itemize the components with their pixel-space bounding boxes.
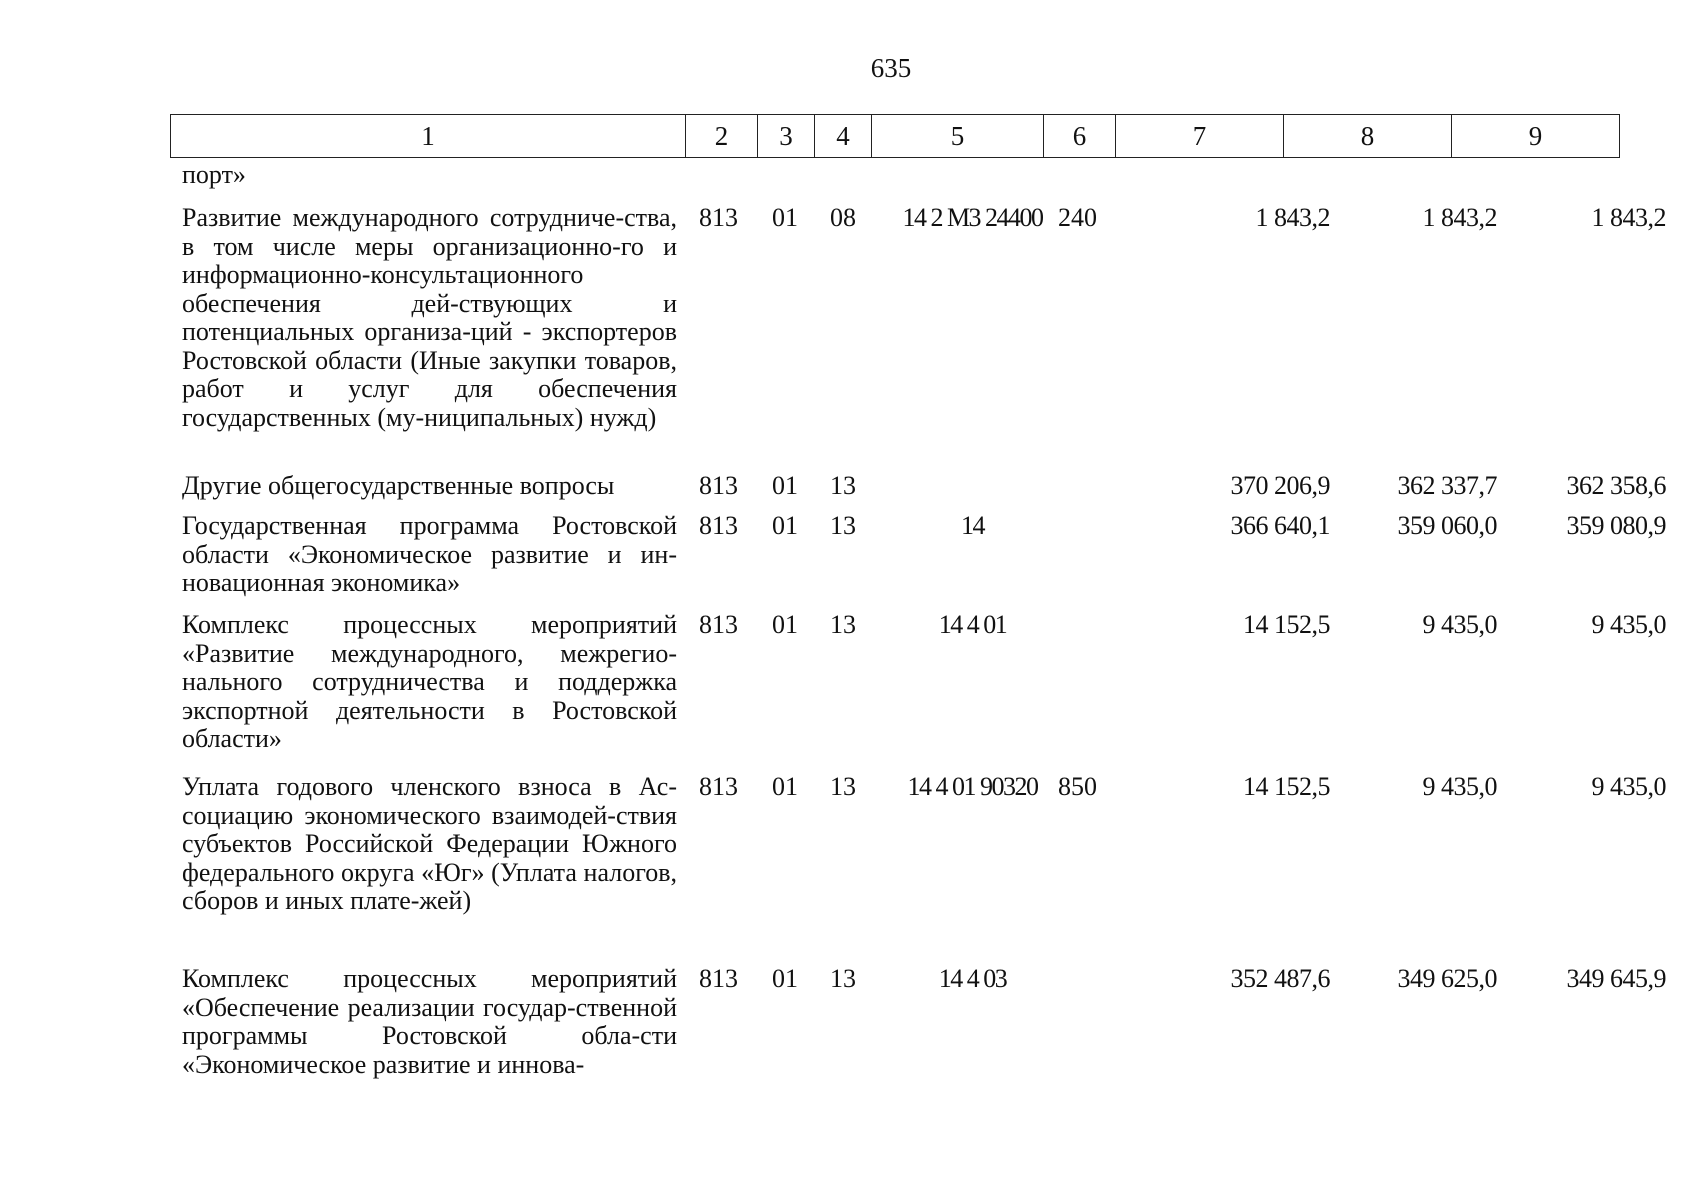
row-col8: 9 435,0	[1422, 610, 1497, 639]
row-col5: 14 4 03	[938, 964, 1007, 993]
row-col7: 14 152,5	[1243, 772, 1330, 801]
row-col7: 366 640,1	[1230, 511, 1330, 540]
row-col2: 813	[699, 203, 738, 232]
row-col7: 14 152,5	[1243, 610, 1330, 639]
continued-description: порт»	[182, 160, 246, 189]
row-col2: 813	[699, 610, 738, 639]
row-col7: 370 206,9	[1230, 471, 1330, 500]
row-col2: 813	[699, 471, 738, 500]
row-col8: 362 337,7	[1397, 471, 1497, 500]
row-col8: 9 435,0	[1422, 772, 1497, 801]
header-col-7: 7	[1116, 115, 1284, 158]
header-col-8: 8	[1284, 115, 1452, 158]
row-col7: 352 487,6	[1230, 964, 1330, 993]
row-col9: 1 843,2	[1591, 203, 1666, 232]
row-col4: 13	[830, 471, 856, 500]
row-col9: 9 435,0	[1591, 772, 1666, 801]
row-col2: 813	[699, 511, 738, 540]
row-col8: 349 625,0	[1397, 964, 1497, 993]
row-col4: 08	[830, 203, 856, 232]
header-col-5: 5	[872, 115, 1044, 158]
header-row	[171, 115, 1620, 158]
header-col-3: 3	[758, 115, 815, 158]
row-col5: 14	[961, 511, 984, 540]
row-col4: 13	[830, 610, 856, 639]
row-col5: 14 2 М3 24400	[902, 203, 1043, 232]
table-row	[170, 610, 1666, 761]
header-col-9: 9	[1452, 115, 1620, 158]
header-col-2: 2	[686, 115, 758, 158]
column-number-header	[170, 114, 1620, 158]
row-col7: 1 843,2	[1255, 203, 1330, 232]
row-col4: 13	[830, 511, 856, 540]
row-col8: 1 843,2	[1422, 203, 1497, 232]
row-description: Государственная программа Ростовской области «Экономическое развитие и ин-новационная экономика»	[182, 511, 677, 597]
row-col4: 13	[830, 964, 856, 993]
row-col4: 13	[830, 772, 856, 801]
table-row	[170, 203, 1666, 464]
table-row	[170, 964, 1666, 1090]
row-col2: 813	[699, 964, 738, 993]
row-description: Комплекс процессных мероприятий «Развитие международного, межрегио-нального сотрудничества и поддержка экспортной деятельности в Ростовской области»	[182, 610, 677, 753]
row-col3: 01	[772, 964, 798, 993]
row-col3: 01	[772, 203, 798, 232]
row-col6: 850	[1058, 772, 1097, 801]
table-row	[170, 772, 1666, 953]
row-description: Комплекс процессных мероприятий «Обеспечение реализации государ-ственной программы Ростовской обла-сти «Экономическое развитие и иннова-	[182, 964, 677, 1079]
row-col2: 813	[699, 772, 738, 801]
page-number: 635	[870, 53, 912, 83]
row-col3: 01	[772, 610, 798, 639]
header-col-6: 6	[1044, 115, 1116, 158]
row-col9: 349 645,9	[1566, 964, 1666, 993]
row-col6: 240	[1058, 203, 1097, 232]
table-row	[170, 471, 1666, 502]
continued-row	[170, 161, 1619, 191]
row-col9: 359 080,9	[1566, 511, 1666, 540]
row-col5: 14 4 01	[938, 610, 1007, 639]
row-col3: 01	[772, 511, 798, 540]
header-col-4: 4	[815, 115, 872, 158]
row-description: Уплата годового членского взноса в Ас-социацию экономического взаимодей-ствия субъектов Российской Федерации Южного федерального округа «Юг» (Уплата налогов, сборов и иных плате-жей)	[182, 772, 677, 915]
table-row	[170, 511, 1666, 600]
row-col9: 362 358,6	[1566, 471, 1666, 500]
row-col3: 01	[772, 471, 798, 500]
row-description: Развитие международного сотрудниче-ства, в том числе меры организационно-го и информационно-консультационного обеспечения дей-ствующих и потенциальных организа-ций - экспортеров Ростовской области (Иные закупки товаров, работ и услуг для обеспечения государственных (му-ниципальных) нужд)	[182, 203, 677, 432]
row-col8: 359 060,0	[1397, 511, 1497, 540]
header-col-1: 1	[171, 115, 686, 158]
row-col3: 01	[772, 772, 798, 801]
row-description: Другие общегосударственные вопросы	[182, 471, 615, 500]
row-col9: 9 435,0	[1591, 610, 1666, 639]
row-col5: 14 4 01 90320	[907, 772, 1038, 801]
